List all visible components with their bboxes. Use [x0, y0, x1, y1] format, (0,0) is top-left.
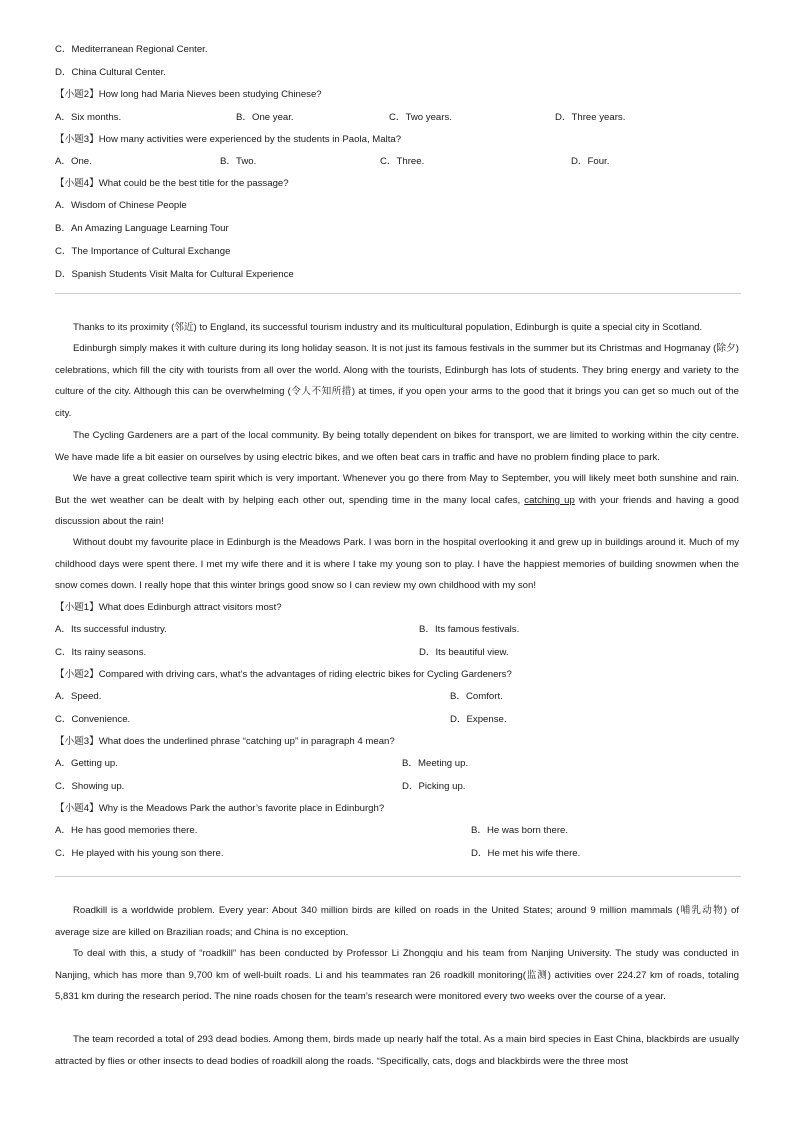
s2-q4-stem: 【小题4】Why is the Meadows Park the author’s favorite place in Edinburgh? — [55, 803, 385, 814]
s3-paragraph-3: The team recorded a total of 293 dead bodies. Among them, birds made up nearly half the total. As a main bird species in East China, blackbirds are usually attracted by flies or other insects to dead bodies of roadkill along the roads. “Specifically, cats, dogs and blackbirds were the three most — [55, 1034, 739, 1067]
s2-q2-option-d: D．Expense. — [450, 714, 507, 725]
s2-q1-option-a: A．Its successful industry. — [55, 624, 167, 635]
s2-q2-option-b: B．Comfort. — [450, 691, 503, 702]
s3-paragraph-2: To deal with this, a study of “roadkill” has been conducted by Professor Li Zhongqiu and his team from Nanjing University. The study was conducted in Nanjing, which has more than 9,700 km of well-built roads. Li and his teammates ran 26 roadkill monitoring(监测) activities over 224.27 km of roads, totaling 5,831 km during the research period. The nine roads chosen for the team’s research were monitored every two weeks over the course of a year. — [55, 948, 739, 1003]
s1-q2-option-b: B．One year. — [236, 112, 294, 123]
s2-q1-stem: 【小题1】What does Edinburgh attract visitors most? — [55, 602, 282, 613]
s1-q2-stem: 【小题2】How long had Maria Nieves been studying Chinese? — [55, 89, 322, 100]
s1-q3-option-d: D．Four. — [571, 156, 610, 167]
s2-q4-option-c: C．He played with his young son there. — [55, 848, 224, 859]
s2-paragraph-4: We have a great collective team spirit which is very important. Whenever you go there from May to September, you will likely meet both sunshine and rain. But the wet weather can be dealt with by helping each other out, spending time in the many local cafes, catching up with your friends and having a good discussion about the rain! — [55, 473, 739, 528]
s2-q2-option-c: C．Convenience. — [55, 714, 131, 725]
s2-paragraph-1: Thanks to its proximity (邻近) to England, its successful tourism industry and its multicultural population, Edinburgh is quite a special city in Scotland. — [73, 322, 703, 333]
s2-q3-option-b: B．Meeting up. — [402, 758, 469, 769]
section-divider — [55, 876, 741, 877]
s2-q3-option-c: C．Showing up. — [55, 781, 125, 792]
s2-q2-option-a: A．Speed. — [55, 691, 102, 702]
s2-q4-option-b: B．He was born there. — [471, 825, 569, 836]
s2-q4-option-d: D．He met his wife there. — [471, 848, 581, 859]
section-divider — [55, 293, 741, 294]
s1-q3-option-a: A．One. — [55, 156, 92, 167]
s1-q4-option-d: D．Spanish Students Visit Malta for Cultural Experience — [55, 269, 294, 280]
s1-q4-option-a: A．Wisdom of Chinese People — [55, 200, 187, 211]
s1-q2-option-a: A．Six months. — [55, 112, 122, 123]
s1-q3-option-c: C．Three. — [380, 156, 425, 167]
underlined-phrase: catching up — [524, 494, 575, 506]
s2-q3-option-a: A．Getting up. — [55, 758, 118, 769]
s1-q4-option-b: B．An Amazing Language Learning Tour — [55, 223, 229, 234]
s2-paragraph-3: The Cycling Gardeners are a part of the local community. By being totally dependent on bikes for transport, we are limited to working within the city centre. We have made life a bit easier on ourselves by using electric bikes, and we often beat cars in traffic and have no problem finding place to park. — [55, 430, 739, 463]
s2-q3-option-d: D．Picking up. — [402, 781, 466, 792]
s2-q1-option-b: B．Its famous festivals. — [419, 624, 520, 635]
s2-q4-option-a: A．He has good memories there. — [55, 825, 198, 836]
s1-q1-option-d: D．China Cultural Center. — [55, 67, 166, 78]
s2-q3-stem: 【小题3】What does the underlined phrase “catching up” in paragraph 4 mean? — [55, 736, 395, 747]
s2-q2-stem: 【小题2】Compared with driving cars, what’s the advantages of riding electric bikes for Cycling Gardeners? — [55, 669, 512, 680]
s1-q3-stem: 【小题3】How many activities were experienced by the students in Paola, Malta? — [55, 134, 402, 145]
s1-q4-stem: 【小题4】What could be the best title for the passage? — [55, 178, 289, 189]
s1-q1-option-c: C．Mediterranean Regional Center. — [55, 44, 208, 55]
s2-paragraph-5: Without doubt my favourite place in Edinburgh is the Meadows Park. I was born in the hospital overlooking it and grew up in buildings around it. Much of my childhood days were spent there. I met my wife there and it is where I take my young son to play. I have the happiest memories of building snowmen when the snow comes down. I really hope that this winter brings good snow so I can review my own childhood with my son! — [55, 537, 739, 592]
s3-paragraph-1: Roadkill is a worldwide problem. Every year: About 340 million birds are killed on roads in the United States; around 9 million mammals (哺乳动物) of average size are killed on Brazilian roads; and China is no exception. — [55, 905, 739, 938]
s2-q1-option-d: D．Its beautiful view. — [419, 647, 509, 658]
s2-q1-option-c: C．Its rainy seasons. — [55, 647, 147, 658]
s1-q2-option-d: D．Three years. — [555, 112, 626, 123]
s1-q4-option-c: C．The Importance of Cultural Exchange — [55, 246, 231, 257]
s1-q2-option-c: C．Two years. — [389, 112, 452, 123]
s1-q3-option-b: B．Two. — [220, 156, 257, 167]
s2-paragraph-2: Edinburgh simply makes it with culture during its long holiday season. It is not just its famous festivals in the summer but its Christmas and Hogmanay (除夕) celebrations, which fill the city with tourists from all over the world. Along with the tourists, Edinburgh has lots of students. They bring energy and variety to the culture of the city. Although this can be overwhelming (令人不知所措) at times, if you open your arms to the good that it brings you can get so much out of the city. — [55, 343, 739, 419]
